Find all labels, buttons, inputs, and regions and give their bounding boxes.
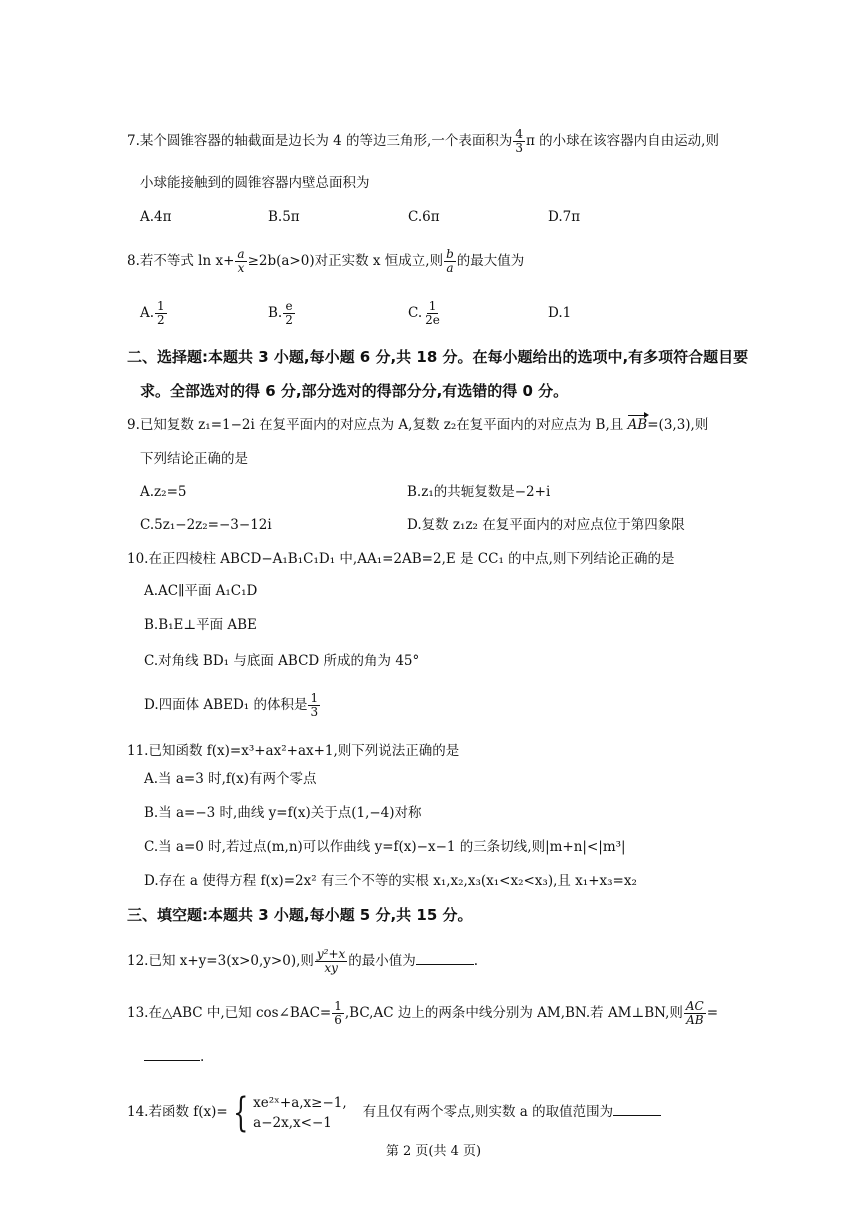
- section3-heading: 三、填空题:本题共 3 小题,每小题 5 分,共 15 分。: [127, 906, 473, 924]
- q12-answer-blank[interactable]: [416, 964, 474, 965]
- q10-option-b: B.B₁E⊥平面 ABE: [144, 617, 257, 633]
- q9-option-c: C.5z₁−2z₂=−3−12i: [140, 517, 272, 533]
- q10-option-d: D.四面体 ABED₁ 的体积是 $\frac{1}{3}$: [144, 691, 319, 719]
- q8-option-c: C. $\frac{1}{2e}$: [408, 299, 440, 327]
- q9-option-d: D.复数 z₁z₂ 在复平面内的对应点位于第四象限: [407, 517, 685, 533]
- q14-piecewise: [253, 1093, 347, 1133]
- q8-stem: 8.若不等式 ln x+ $\frac{a}{x}$ ≥2b(a>0)对正实数 x 恒成立,则 $\frac{b}{a}$ 的最大值为: [127, 247, 525, 275]
- section2-heading-line1: 二、选择题:本题共 3 小题,每小题 6 分,共 18 分。在每小题给出的选项中,有多项符合题目要: [127, 348, 749, 366]
- q14-case-2: a−2x,x<−1: [253, 1114, 332, 1131]
- q7-option-b: B.5π: [268, 209, 300, 225]
- q7-fraction: $\frac{4}{3}$: [515, 127, 523, 155]
- q9-option-b: B.z₁的共轭复数是−2+i: [407, 484, 551, 500]
- q8-option-d: D.1: [548, 305, 572, 321]
- q11-option-a: A.当 a=3 时,f(x)有两个零点: [144, 771, 317, 787]
- q10-option-a: A.AC∥平面 A₁C₁D: [144, 583, 258, 599]
- q11-stem: 11.已知函数 f(x)=x³+ax²+ax+1,则下列说法正确的是: [127, 743, 460, 759]
- vector-ab: AB: [628, 414, 648, 436]
- section2-heading-line2: 求。全部选对的得 6 分,部分选对的得部分分,有选错的得 0 分。: [140, 382, 569, 400]
- q14-case-1: xe²ˣ+a,x≥−1,: [253, 1094, 347, 1111]
- q11-option-c: C.当 a=0 时,若过点(m,n)可以作曲线 y=f(x)−x−1 的三条切线,则|m+n|<|m³|: [144, 839, 626, 855]
- q13-fraction-ac-ab: $\frac{AC}{AB}$: [685, 999, 704, 1027]
- q13-stem: 13.在△ABC 中,已知 cos∠BAC= $\frac{1}{6}$ ,BC,AC 边上的两条中线分别为 AM,BN.若 AM⊥BN,则 $\frac{AC}{AB}$ =: [127, 999, 719, 1027]
- q7-stem-line2: 小球能接触到的圆锥容器内壁总面积为: [140, 175, 370, 191]
- q11-option-b: B.当 a=−3 时,曲线 y=f(x)关于点(1,−4)对称: [144, 805, 422, 821]
- q9-option-a: A.z₂=5: [140, 484, 187, 500]
- piecewise-brace: {: [232, 1089, 249, 1136]
- q7-stem-line1: [127, 128, 719, 155]
- q13-answer-blank[interactable]: [144, 1060, 200, 1061]
- q9-stem-line1: 9.已知复数 z₁=1−2i 在复平面内的对应点为 A,复数 z₂在复平面内的对应点为 B,且 AB=(3,3),则: [127, 414, 708, 436]
- q7-option-a: A.4π: [140, 209, 172, 225]
- page-footer: 第 2 页(共 4 页): [385, 1144, 482, 1159]
- q12-fraction: $\frac{\text{y²+x}}{xy}$: [316, 947, 346, 975]
- q7-stem-a: 7.某个圆锥容器的轴截面是边长为 4 的等边三角形,一个表面积为: [127, 133, 513, 149]
- q12-stem: 12.已知 x+y=3(x>0,y>0),则 $\frac{\text{y²+x}}{xy}$ 的最小值为 .: [127, 947, 479, 975]
- q8-fraction-a-over-x: $\frac{a}{x}$: [237, 247, 245, 275]
- q7-option-d: D.7π: [548, 209, 581, 225]
- q14-stem: 14.若函数 f(x)= { xe²ˣ+a,x≥−1, a−2x,x<−1 有且仅有两个零点,则实数 a 的取值范围为: [127, 1092, 661, 1133]
- q13-answer-line: .: [144, 1046, 204, 1068]
- q7-option-c: C.6π: [408, 209, 440, 225]
- q10-option-c: C.对角线 BD₁ 与底面 ABCD 所成的角为 45°: [144, 653, 420, 669]
- q8-option-b: B. $\frac{e}{2}$: [268, 299, 293, 327]
- q11-option-d: D.存在 a 使得方程 f(x)=2x² 有三个不等的实根 x₁,x₂,x₃(x₁<x₂<x₃),且 x₁+x₃=x₂: [144, 873, 637, 889]
- q14-answer-blank[interactable]: [613, 1115, 661, 1116]
- q8-option-a: A. $\frac{1}{2}$: [140, 299, 165, 327]
- q8-fraction-b-over-a: $\frac{b}{a}$: [446, 247, 454, 275]
- q13-fraction-1-6: $\frac{1}{6}$: [334, 999, 342, 1027]
- q7-stem-b: π 的小球在该容器内自由运动,则: [525, 133, 719, 149]
- q9-stem-line2: 下列结论正确的是: [140, 451, 248, 467]
- q10-stem: 10.在正四棱柱 ABCD−A₁B₁C₁D₁ 中,AA₁=2AB=2,E 是 CC₁ 的中点,则下列结论正确的是: [127, 551, 675, 567]
